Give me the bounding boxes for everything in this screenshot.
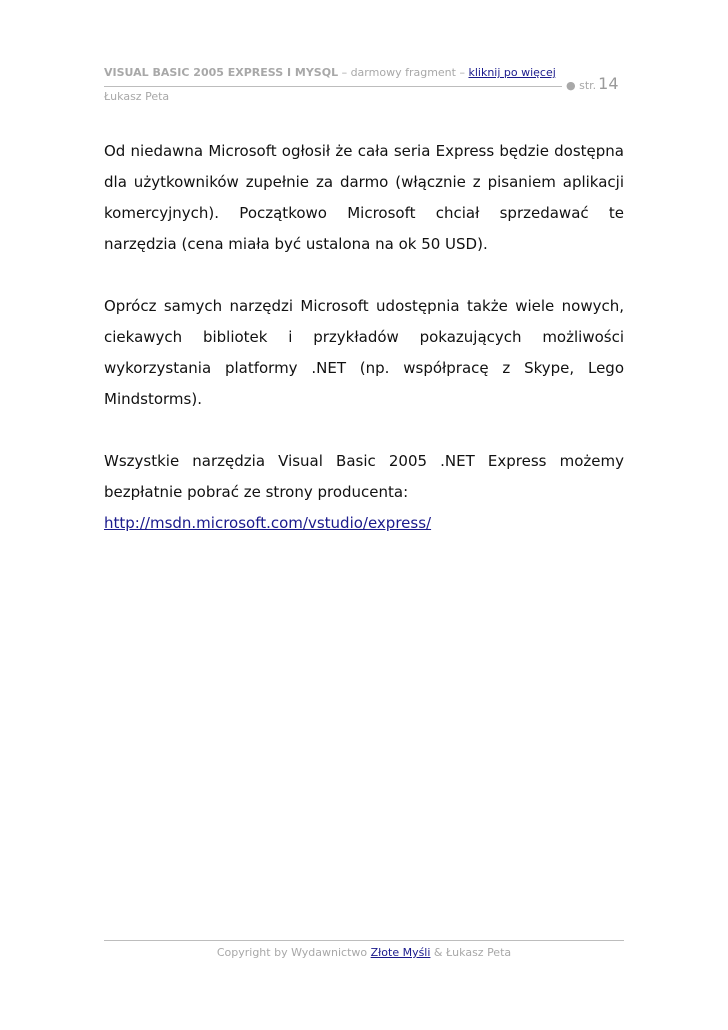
page-number: 14 <box>598 74 619 93</box>
more-link[interactable]: kliknij po więcej <box>468 66 556 79</box>
download-link[interactable]: http://msdn.microsoft.com/vstudio/express/ <box>104 514 432 532</box>
author-name: Łukasz Peta <box>104 90 170 103</box>
footer-prefix: Copyright by Wydawnictwo <box>216 946 371 959</box>
footer-copyright <box>0 946 728 959</box>
publisher-link[interactable]: Złote Myśli <box>370 946 431 959</box>
book-title: VISUAL BASIC 2005 EXPRESS I MYSQL <box>104 66 339 79</box>
page-prefix: ● str. <box>566 79 597 92</box>
header-separator: – <box>338 66 351 79</box>
paragraph-text: Wszystkie narzędzia Visual Basic 2005 .NET Express możemy bezpłatnie pobrać ze strony producenta: <box>104 452 624 501</box>
header-divider <box>104 86 562 87</box>
footer-suffix: & Łukasz Peta <box>430 946 512 959</box>
paragraph: Od niedawna Microsoft ogłosił że cała seria Express będzie dostępna dla użytkowników zupełnie za darmo (włącznie z pisaniem aplikacji komercyjnych). Początkowo Microsoft chciał sprzedawać te narzędzia (cena miała być ustalona na ok 50 USD). <box>104 142 624 253</box>
fragment-label: darmowy fragment <box>350 66 456 79</box>
main-content <box>104 136 624 539</box>
header-separator: – <box>455 66 469 79</box>
paragraph: Oprócz samych narzędzi Microsoft udostępnia także wiele nowych, ciekawych bibliotek i przykładów pokazujących możliwości wykorzystania platformy .NET (np. współpracę z Skype, Lego Mindstorms). <box>104 297 624 408</box>
paragraph <box>104 446 624 539</box>
footer-divider <box>104 940 624 941</box>
page-number-label <box>566 74 619 93</box>
header-title-line <box>104 66 556 79</box>
